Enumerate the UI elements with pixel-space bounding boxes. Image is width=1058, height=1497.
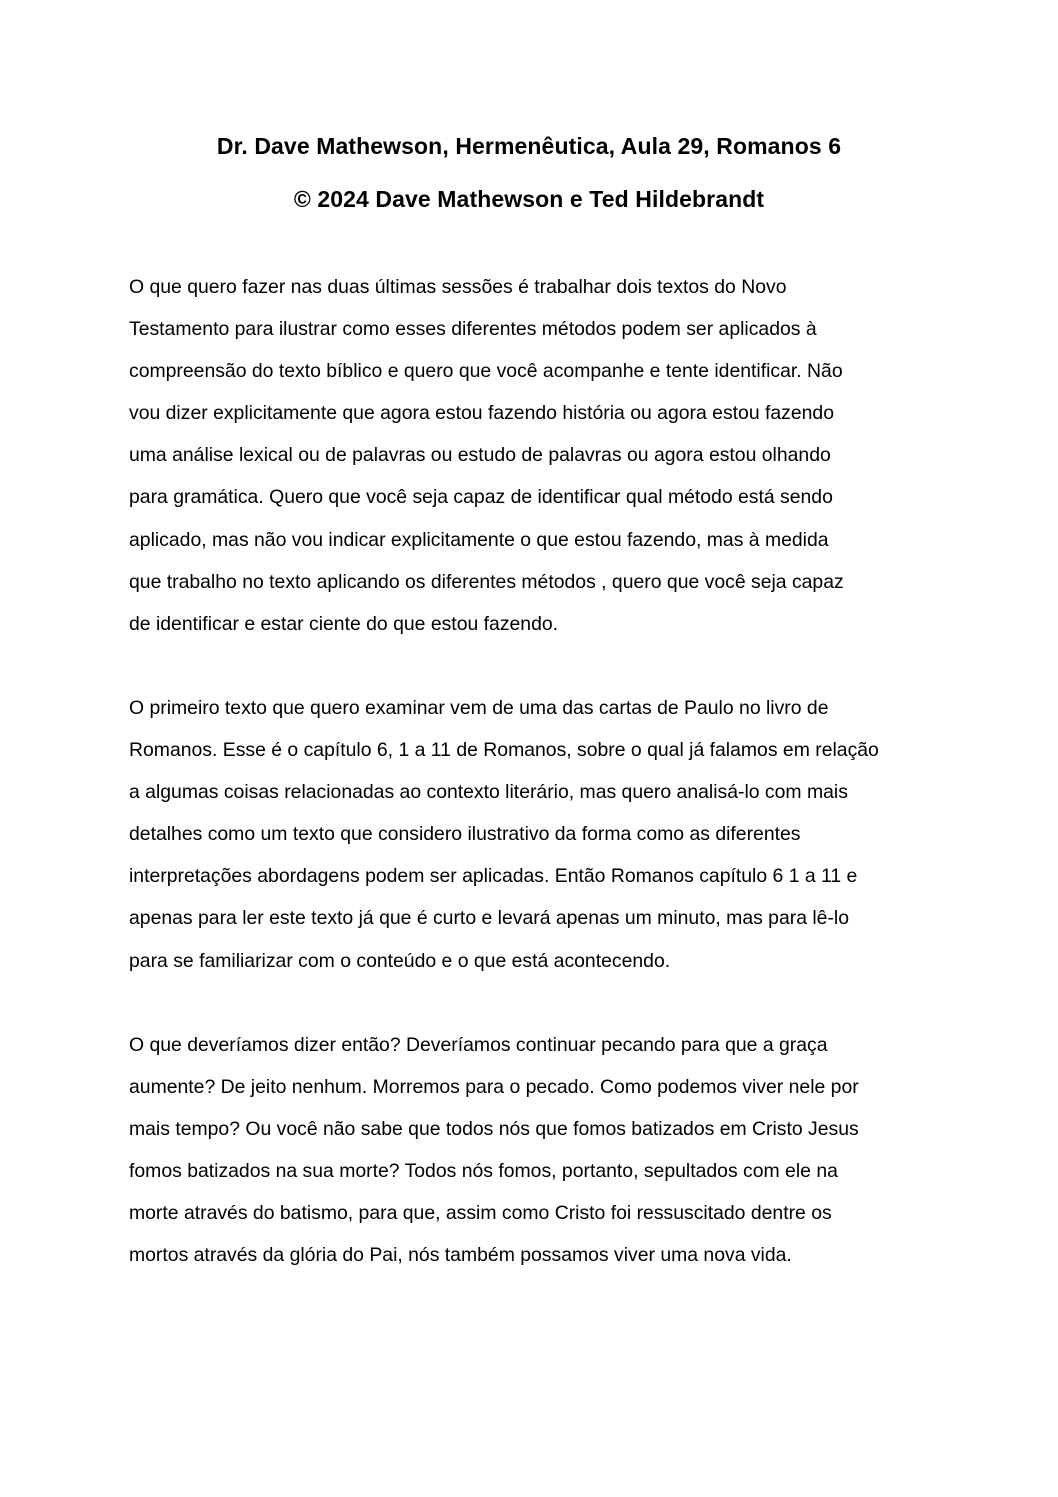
text-line: a algumas coisas relacionadas ao contexto literário, mas quero analisá-lo com mais xyxy=(129,781,848,804)
text-line: Romanos. Esse é o capítulo 6, 1 a 11 de Romanos, sobre o qual já falamos em relação xyxy=(129,739,879,762)
text-line: uma análise lexical ou de palavras ou estudo de palavras ou agora estou olhando xyxy=(129,444,831,467)
text-line: mais tempo? Ou você não sabe que todos nós que fomos batizados em Cristo Jesus xyxy=(129,1118,859,1141)
text-line: vou dizer explicitamente que agora estou fazendo história ou agora estou fazendo xyxy=(129,402,834,425)
paragraph-3 xyxy=(129,1024,929,1277)
text-line: para se familiarizar com o conteúdo e o que está acontecendo. xyxy=(129,949,671,972)
text-line: O que quero fazer nas duas últimas sessões é trabalhar dois textos do Novo xyxy=(129,276,787,298)
text-line: O que deveríamos dizer então? Deveríamos continuar pecando para que a graça xyxy=(129,1034,828,1056)
paragraph-1 xyxy=(129,266,929,645)
text-line: mortos através da glória do Pai, nós também possamos viver uma nova vida. xyxy=(129,1244,792,1267)
text-line: interpretações abordagens podem ser aplicadas. Então Romanos capítulo 6 1 a 11 e xyxy=(129,865,858,888)
text-line: fomos batizados na sua morte? Todos nós fomos, portanto, sepultados com ele na xyxy=(129,1160,838,1183)
text-line: detalhes como um texto que considero ilustrativo da forma como as diferentes xyxy=(129,823,801,846)
text-line: Testamento para ilustrar como esses diferentes métodos podem ser aplicados à xyxy=(129,318,817,341)
text-line: aumente? De jeito nenhum. Morremos para o pecado. Como podemos viver nele por xyxy=(129,1076,859,1099)
text-line: para gramática. Quero que você seja capaz de identificar qual método está sendo xyxy=(129,486,833,509)
text-line: compreensão do texto bíblico e quero que você acompanhe e tente identificar. Não xyxy=(129,360,843,383)
text-line: morte através do batismo, para que, assim como Cristo foi ressuscitado dentre os xyxy=(129,1202,832,1225)
text-line: O primeiro texto que quero examinar vem de uma das cartas de Paulo no livro de xyxy=(129,697,829,719)
document-title: Dr. Dave Mathewson, Hermenêutica, Aula 29, Romanos 6 xyxy=(216,133,842,159)
copyright-line: © 2024 Dave Mathewson e Ted Hildebrandt xyxy=(293,186,765,212)
text-line: que trabalho no texto aplicando os diferentes métodos , quero que você seja capaz xyxy=(129,570,844,593)
paragraph-2 xyxy=(129,687,929,982)
text-line: apenas para ler este texto já que é curto e levará apenas um minuto, mas para lê-lo xyxy=(129,907,850,930)
text-line: aplicado, mas não vou indicar explicitamente o que estou fazendo, mas à medida xyxy=(129,528,829,551)
text-line: de identificar e estar ciente do que estou fazendo. xyxy=(129,612,559,635)
